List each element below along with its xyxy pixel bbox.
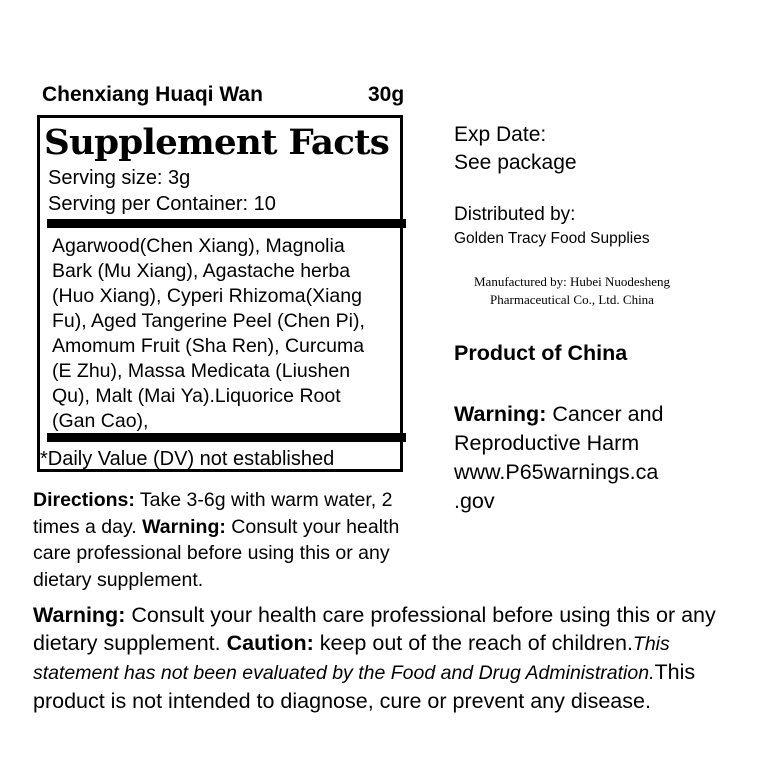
prop65-warning-text: Cancer and (546, 402, 664, 426)
manufacturer-info (454, 273, 690, 309)
thick-divider-top (47, 219, 406, 228)
product-origin: Product of China (454, 341, 628, 365)
directions-warning-text: Consult your health care professional before using this or any dietary supplement. (33, 515, 400, 591)
bottom-warning-block (33, 601, 748, 715)
net-weight: 30g (368, 83, 405, 106)
facts-title: Supplement Facts (44, 122, 390, 163)
bottom-warning-label: Warning: (33, 603, 126, 627)
directions-warning-label: Warning: (142, 515, 226, 538)
bottom-warning-text: Consult your health care professional before using this or any dietary supplement. (33, 603, 716, 655)
manufacturer-line-2: Pharmaceutical Co., Ltd. China (490, 292, 654, 307)
prop65-warning-line2: Reproductive Harm (454, 431, 640, 455)
ingredients-list: Agarwood(Chen Xiang), Magnolia Bark (Mu Xiang), Agastache herba (Huo Xiang), Cyperi Rhizoma(Xiang Fu), Aged Tangerine Peel (Chen Pi), Amomum Fruit (Sha Ren), Curcuma (E Zhu), Massa Medicata (Liushen Qu), Malt (Mai Ya).Liquorice Root (Gan Cao), (52, 235, 365, 432)
prop65-warning (454, 400, 744, 516)
manufacturer-line-1: Manufactured by: Hubei Nuodesheng (473, 274, 671, 289)
supplement-facts-panel (37, 115, 403, 472)
product-header (42, 83, 405, 107)
daily-value-note: *Daily Value (DV) not established (40, 448, 335, 470)
disclaimer-text: This product is not intended to diagnose, cure or prevent any disease. (33, 660, 696, 713)
serving-size: Serving size: 3g (48, 167, 191, 189)
thick-divider-bottom (47, 433, 406, 442)
exp-date-label: Exp Date: (454, 123, 547, 146)
product-name: Chenxiang Huaqi Wan (42, 83, 263, 106)
caution-text: keep out of the reach of children. (313, 631, 633, 655)
exp-date-value: See package (454, 151, 577, 174)
distributed-by-label: Distributed by: (454, 204, 576, 225)
directions-text: Take 3-6g with warm water, 2 times a day. (33, 489, 393, 538)
prop65-warning-label: Warning: (454, 402, 547, 426)
directions-label: Directions: (33, 489, 135, 511)
prop65-url-line2: .gov (454, 489, 495, 513)
fda-statement: This statement has not been evaluated by the Food and Drug Administration. (33, 633, 670, 684)
prop65-url-line1: www.P65warnings.ca (454, 460, 659, 484)
caution-label: Caution: (226, 631, 314, 655)
distributor-name: Golden Tracy Food Supplies (454, 230, 650, 247)
directions-block (33, 487, 428, 593)
serving-per-container: Serving per Container: 10 (48, 193, 276, 215)
